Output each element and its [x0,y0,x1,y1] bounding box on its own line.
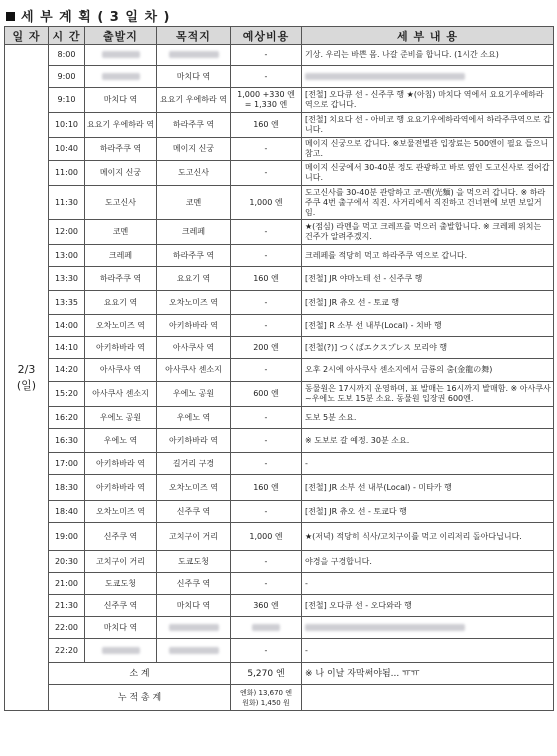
to-cell: 코멘 [157,186,231,220]
from-cell: 아키하바라 역 [85,475,157,501]
to-cell: 하라주쿠 역 [157,113,231,138]
cost-cell: - [231,407,302,429]
detail-cell: ★(저녁) 적당히 식사/고치구이를 먹고 이리저리 돌아다닙니다. [302,523,554,551]
detail-cell: [전철] JR 소부 선 내부(Local) - 미타카 행 [302,475,554,501]
time-cell: 10:40 [49,138,85,161]
total-row [5,685,554,711]
date-text: 2/3 [17,362,36,376]
table-row [5,359,554,382]
detail-cell: 야경을 구경합니다. [302,551,554,573]
table-row [5,161,554,186]
time-cell: 19:00 [49,523,85,551]
from-cell: 하라주쿠 역 [85,138,157,161]
to-cell: 메이지 신궁 [157,138,231,161]
cost-cell: - [231,66,302,88]
cost-cell: 360 엔 [231,595,302,617]
subtotal-label: 소 계 [49,663,231,685]
detail-cell: 기상. 우리는 바쁜 몸. 나갈 준비를 합니다. (1시간 소요) [302,45,554,66]
from-cell [85,45,157,66]
time-cell: 22:20 [49,639,85,663]
time-cell: 16:30 [49,429,85,453]
table-row [5,573,554,595]
redacted-blur [305,624,465,631]
redacted-blur [169,51,219,58]
redacted-blur [305,73,465,80]
time-cell: 16:20 [49,407,85,429]
table-row [5,186,554,220]
detail-cell: [전철] JR 츄오 선 - 토쿄다 행 [302,501,554,523]
time-cell: 14:20 [49,359,85,382]
detail-cell: 크레페를 적당히 먹고 하라주쿠 역으로 갑니다. [302,245,554,267]
table-row [5,382,554,407]
to-cell: 신주쿠 역 [157,573,231,595]
cost-cell: - [231,291,302,315]
from-cell: 우에노 공원 [85,407,157,429]
time-cell: 11:30 [49,186,85,220]
time-cell: 13:00 [49,245,85,267]
time-cell: 8:00 [49,45,85,66]
redacted-blur [102,51,140,58]
table-row [5,113,554,138]
from-cell: 아키하바라 역 [85,337,157,359]
total-detail [302,685,554,711]
from-cell: 요요기 우에하라 역 [85,113,157,138]
weekday-text: (일) [16,378,37,392]
from-cell: 코멘 [85,220,157,245]
redacted-blur [252,624,280,631]
table-row [5,267,554,291]
detail-cell: 동물원은 17시까지 운영하며, 표 발매는 16시까지 발매함. ※ 아사쿠사~우에노 도보 15분 소요. 동물원 입장권 600엔. [302,382,554,407]
detail-cell: [전철] 오다큐 선 - 오다와라 행 [302,595,554,617]
to-cell: 요요기 우에하라 역 [157,88,231,113]
redacted-blur [102,73,140,80]
to-cell: 요요기 역 [157,267,231,291]
title-text: 세 부 계 획 ( 3 일 차 ) [21,10,171,25]
detail-cell: 도고신사를 30-40분 관람하고 코-멘(光麵) 을 먹으러 갑니다. ※ 하라주쿠 4번 출구에서 직진. 사거리에서 직진하고 건너편에 보면 보일거임. [302,186,554,220]
table-header-row [5,27,554,45]
schedule-table [4,26,554,711]
detail-cell [302,617,554,639]
cost-cell: - [231,315,302,337]
time-cell: 11:00 [49,161,85,186]
to-cell: 우에노 공원 [157,382,231,407]
to-cell: 길거리 구경 [157,453,231,475]
time-cell: 22:00 [49,617,85,639]
subtotal-row [5,663,554,685]
detail-cell: [전철] 치요다 선 - 아비코 행 요요기우에하라역에서 하라주쿠역으로 갑니다. [302,113,554,138]
time-cell: 10:10 [49,113,85,138]
to-cell: 도쿄도청 [157,551,231,573]
table-row [5,475,554,501]
cost-cell [231,617,302,639]
detail-cell: 메이지 신궁에서 30-40분 정도 관광하고 바로 옆인 도고신사로 걸어갑니다. [302,161,554,186]
from-cell: 하라주쿠 역 [85,267,157,291]
redacted-blur [102,647,140,654]
detail-cell: - [302,453,554,475]
to-cell: 오차노미즈 역 [157,291,231,315]
detail-cell: ※ 도보로 갈 예정. 30분 소요. [302,429,554,453]
to-cell: 오차노미즈 역 [157,475,231,501]
from-cell: 우에노 역 [85,429,157,453]
time-cell: 12:00 [49,220,85,245]
to-cell: 아사쿠사 역 [157,337,231,359]
table-row [5,407,554,429]
header-detail: 세 부 내 용 [302,27,554,45]
table-row [5,551,554,573]
from-cell: 도쿄도청 [85,573,157,595]
detail-cell: [전철] 오다큐 선 - 신주쿠 행 ★(아침) 마치다 역에서 요요기우에하라 역으로 갑니다. [302,88,554,113]
date-cell [5,45,49,711]
from-cell: 마치다 역 [85,617,157,639]
to-cell [157,617,231,639]
to-cell [157,45,231,66]
to-cell: 마치다 역 [157,66,231,88]
table-row [5,501,554,523]
header-to: 목적지 [157,27,231,45]
page-title [6,6,170,25]
total-label: 누 적 총 계 [49,685,231,711]
header-cost: 예상비용 [231,27,302,45]
header-date: 일 자 [5,27,49,45]
subtotal-cost: 5,270 엔 [231,663,302,685]
time-cell: 15:20 [49,382,85,407]
table-row [5,523,554,551]
detail-cell: - [302,639,554,663]
from-cell: 아사쿠사 센소지 [85,382,157,407]
time-cell: 21:30 [49,595,85,617]
detail-cell: [전철] JR 야마노테 선 - 신주쿠 행 [302,267,554,291]
cost-cell: - [231,138,302,161]
cost-cell: - [231,429,302,453]
cost-cell: 160 엔 [231,475,302,501]
time-cell: 13:30 [49,267,85,291]
redacted-blur [169,647,219,654]
cost-cell: 160 엔 [231,113,302,138]
detail-cell: [전철] JR 츄오 선 - 토쿄 행 [302,291,554,315]
table-row [5,220,554,245]
detail-cell [302,66,554,88]
table-row [5,291,554,315]
cost-cell: - [231,161,302,186]
from-cell: 크레페 [85,245,157,267]
cost-cell: 600 엔 [231,382,302,407]
table-row [5,617,554,639]
to-cell [157,639,231,663]
cost-cell: - [231,220,302,245]
to-cell: 신주쿠 역 [157,501,231,523]
table-row [5,639,554,663]
from-cell: 신주쿠 역 [85,595,157,617]
to-cell: 하라주쿠 역 [157,245,231,267]
from-cell: 오차노미즈 역 [85,315,157,337]
cost-cell: - [231,45,302,66]
cost-cell: - [231,245,302,267]
table-row [5,429,554,453]
cost-cell: - [231,501,302,523]
table-row [5,595,554,617]
from-cell: 아키하바라 역 [85,453,157,475]
total-cost-won: 원화) 1,450 원 [242,698,290,707]
detail-cell: [전철(?)] つくばエクスプレス 모리야 행 [302,337,554,359]
from-cell: 아사쿠사 역 [85,359,157,382]
subtotal-detail: ※ 나 이날 자막써야됨... ㅠㅠ [302,663,554,685]
time-cell: 18:40 [49,501,85,523]
detail-cell: 오후 2시에 아사쿠사 센소지에서 금룡의 춤(金龍の舞) [302,359,554,382]
from-cell: 신주쿠 역 [85,523,157,551]
time-cell: 17:00 [49,453,85,475]
table-row [5,315,554,337]
time-cell: 18:30 [49,475,85,501]
table-row [5,138,554,161]
table-row [5,337,554,359]
table-row [5,453,554,475]
to-cell: 마치다 역 [157,595,231,617]
to-cell: 크레페 [157,220,231,245]
cost-cell: - [231,359,302,382]
header-time: 시 간 [49,27,85,45]
from-cell: 메이지 신궁 [85,161,157,186]
header-from: 출발지 [85,27,157,45]
from-cell [85,639,157,663]
from-cell: 오차노미즈 역 [85,501,157,523]
time-cell: 9:00 [49,66,85,88]
to-cell: 아사쿠사 센소지 [157,359,231,382]
time-cell: 14:00 [49,315,85,337]
from-cell [85,66,157,88]
time-cell: 21:00 [49,573,85,595]
cost-cell: - [231,551,302,573]
detail-cell: ★(점심) 라멘을 먹고 크레프를 먹으러 출발합니다. ※ 크레페 위치는 건주가 알려주겠지. [302,220,554,245]
cost-cell: 160 엔 [231,267,302,291]
time-cell: 14:10 [49,337,85,359]
from-cell: 마치다 역 [85,88,157,113]
to-cell: 우에노 역 [157,407,231,429]
from-cell: 요요기 역 [85,291,157,315]
cost-cell: 200 엔 [231,337,302,359]
cost-cell: - [231,453,302,475]
table-body [5,45,554,711]
cost-cell: - [231,573,302,595]
table-row [5,66,554,88]
to-cell: 아키하바라 역 [157,315,231,337]
table-row [5,245,554,267]
square-bullet-icon [6,12,15,21]
cost-cell: 1,000 엔 [231,186,302,220]
cost-cell: 1,000 엔 [231,523,302,551]
to-cell: 도고신사 [157,161,231,186]
from-cell: 고치구이 거리 [85,551,157,573]
redacted-blur [169,624,219,631]
to-cell: 고치구이 거리 [157,523,231,551]
time-cell: 9:10 [49,88,85,113]
cost-cell: - [231,639,302,663]
time-cell: 13:35 [49,291,85,315]
total-cost [231,685,302,711]
to-cell: 아키하바라 역 [157,429,231,453]
detail-cell: [전철] R 소부 선 내부(Local) - 치바 행 [302,315,554,337]
time-cell: 20:30 [49,551,85,573]
detail-cell: - [302,573,554,595]
detail-cell: 도보 5분 소요. [302,407,554,429]
total-cost-yen: 엔화) 13,670 엔 [240,688,292,697]
table-row [5,88,554,113]
detail-cell: 메이지 신궁으로 갑니다. ※보물전별관 입장료는 500엔이 필요 들으니 참고. [302,138,554,161]
from-cell: 도고신사 [85,186,157,220]
cost-cell: 1,000 +330 엔 = 1,330 엔 [231,88,302,113]
table-row [5,45,554,66]
